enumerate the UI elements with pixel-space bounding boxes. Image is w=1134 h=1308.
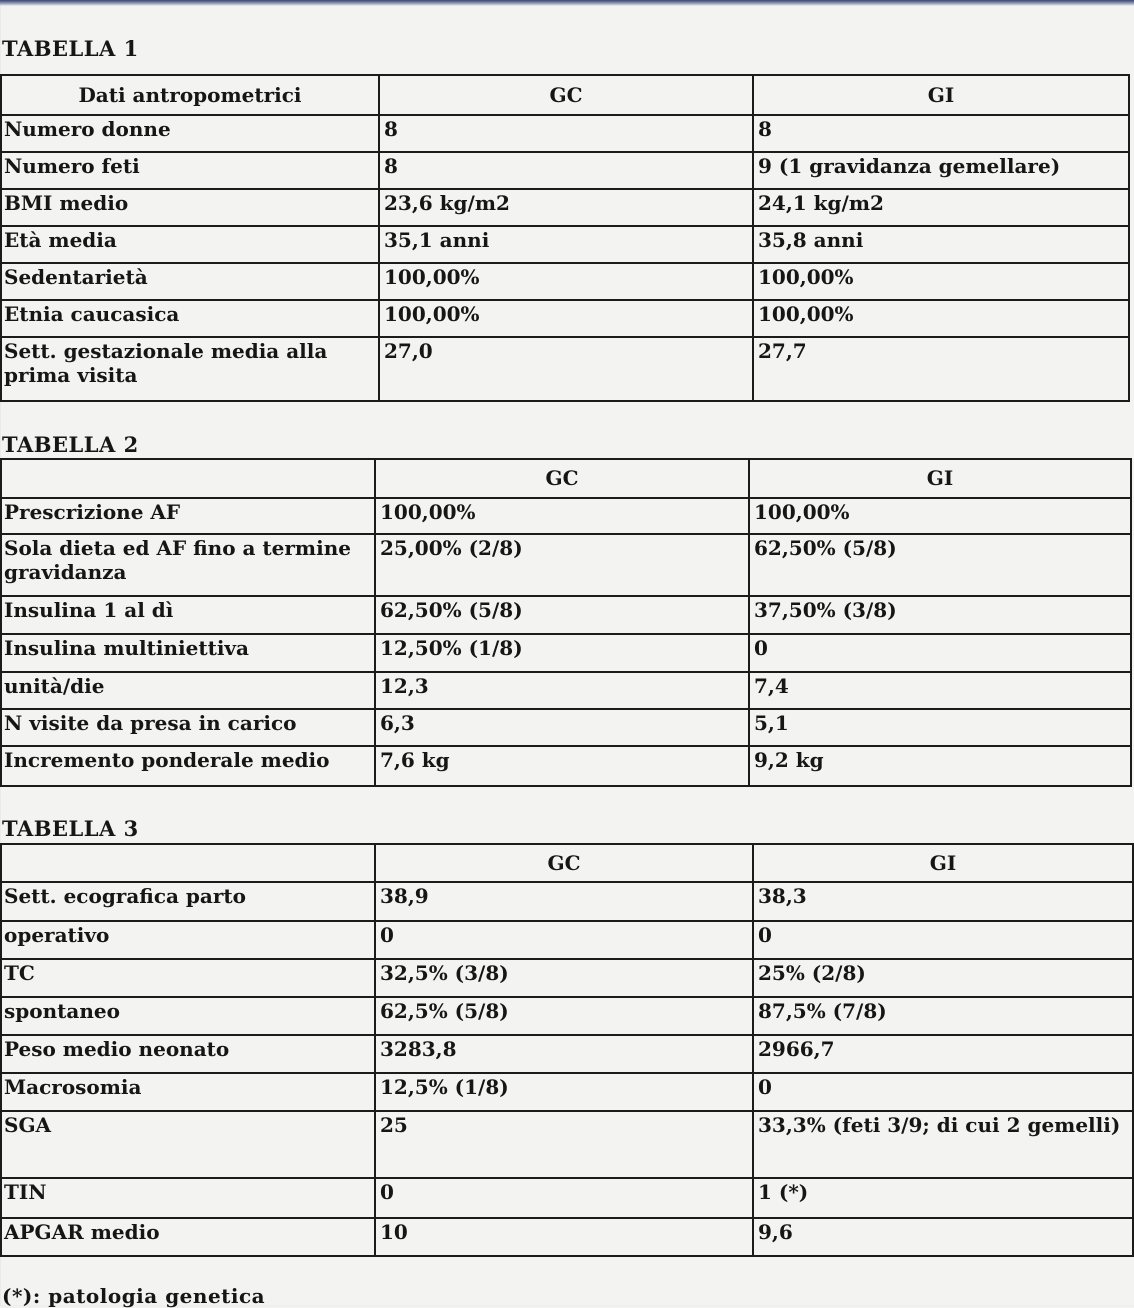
table-row [1, 1073, 1133, 1111]
row-label: Insulina multiniettiva [1, 634, 375, 672]
row-label: Insulina 1 al dì [1, 596, 375, 634]
gc-value: 0 [375, 1178, 753, 1218]
row-label: Sett. ecografica parto [1, 882, 375, 921]
table2-header-row [1, 459, 1131, 498]
gc-value: 62,5% (5/8) [375, 997, 753, 1035]
gi-value: 1 (*) [753, 1178, 1133, 1218]
gc-value: 6,3 [375, 709, 749, 746]
row-label: Etnia caucasica [1, 300, 379, 337]
table-row [1, 1111, 1133, 1178]
gi-value: 100,00% [749, 498, 1131, 534]
gc-value: 10 [375, 1218, 753, 1256]
table-row [1, 997, 1133, 1035]
table2-header-label [1, 459, 375, 498]
table1 [0, 74, 1130, 402]
gc-value: 8 [379, 152, 753, 189]
gc-value: 7,6 kg [375, 746, 749, 786]
gi-value: 100,00% [753, 300, 1129, 337]
gi-value: 8 [753, 115, 1129, 152]
gc-value: 23,6 kg/m2 [379, 189, 753, 226]
table3 [0, 843, 1134, 1257]
gi-value: 9 (1 gravidanza gemellare) [753, 152, 1129, 189]
table2-title: TABELLA 2 [2, 432, 139, 457]
table-row [1, 1218, 1133, 1256]
table1-title: TABELLA 1 [2, 36, 139, 61]
gc-value: 27,0 [379, 337, 753, 401]
gi-value: 0 [753, 921, 1133, 959]
gi-value: 24,1 kg/m2 [753, 189, 1129, 226]
row-label: Prescrizione AF [1, 498, 375, 534]
table2-header-gc: GC [375, 459, 749, 498]
gc-value: 38,9 [375, 882, 753, 921]
scan-top-edge [0, 0, 1134, 6]
row-label: N visite da presa in carico [1, 709, 375, 746]
gi-value: 0 [753, 1073, 1133, 1111]
table-row [1, 634, 1131, 672]
gi-value: 38,3 [753, 882, 1133, 921]
gc-value: 32,5% (3/8) [375, 959, 753, 997]
table-row [1, 498, 1131, 534]
gi-value: 62,50% (5/8) [749, 534, 1131, 596]
table3-header-label [1, 844, 375, 882]
table-row [1, 152, 1129, 189]
gc-value: 12,50% (1/8) [375, 634, 749, 672]
gi-value: 33,3% (feti 3/9; di cui 2 gemelli) [753, 1111, 1133, 1178]
gi-value: 37,50% (3/8) [749, 596, 1131, 634]
gc-value: 3283,8 [375, 1035, 753, 1073]
row-label: Numero feti [1, 152, 379, 189]
gi-value: 9,6 [753, 1218, 1133, 1256]
gi-value: 100,00% [753, 263, 1129, 300]
row-label: Sett. gestazionale media alla prima visita [1, 337, 379, 401]
gc-value: 0 [375, 921, 753, 959]
row-label: SGA [1, 1111, 375, 1178]
table-row [1, 672, 1131, 709]
table3-header-gc: GC [375, 844, 753, 882]
gi-value: 25% (2/8) [753, 959, 1133, 997]
table-row [1, 959, 1133, 997]
table-row [1, 534, 1131, 596]
gc-value: 12,3 [375, 672, 749, 709]
gi-value: 9,2 kg [749, 746, 1131, 786]
table-row [1, 1178, 1133, 1218]
table1-header-row [1, 75, 1129, 115]
table-row [1, 746, 1131, 786]
gi-value: 2966,7 [753, 1035, 1133, 1073]
row-label: TC [1, 959, 375, 997]
row-label: operativo [1, 921, 375, 959]
gc-value: 8 [379, 115, 753, 152]
row-label: APGAR medio [1, 1218, 375, 1256]
row-label: Sedentarietà [1, 263, 379, 300]
row-label: Sola dieta ed AF fino a termine gravidanza [1, 534, 375, 596]
row-label: Peso medio neonato [1, 1035, 375, 1073]
row-label: Macrosomia [1, 1073, 375, 1111]
row-label: spontaneo [1, 997, 375, 1035]
table2 [0, 458, 1132, 787]
gc-value: 100,00% [379, 263, 753, 300]
table-row [1, 115, 1129, 152]
gc-value: 12,5% (1/8) [375, 1073, 753, 1111]
gi-value: 87,5% (7/8) [753, 997, 1133, 1035]
gi-value: 27,7 [753, 337, 1129, 401]
table-row [1, 263, 1129, 300]
gc-value: 62,50% (5/8) [375, 596, 749, 634]
gc-value: 35,1 anni [379, 226, 753, 263]
table1-header-label: Dati antropometrici [1, 75, 379, 115]
gc-value: 100,00% [379, 300, 753, 337]
table1-header-gc: GC [379, 75, 753, 115]
table1-header-gi: GI [753, 75, 1129, 115]
table-row [1, 921, 1133, 959]
row-label: TIN [1, 1178, 375, 1218]
table-row [1, 709, 1131, 746]
table-row [1, 189, 1129, 226]
table-row [1, 596, 1131, 634]
table2-header-gi: GI [749, 459, 1131, 498]
row-label: unità/die [1, 672, 375, 709]
table-row [1, 882, 1133, 921]
table-row [1, 226, 1129, 263]
table3-title: TABELLA 3 [2, 816, 139, 841]
table3-header-gi: GI [753, 844, 1133, 882]
gc-value: 100,00% [375, 498, 749, 534]
row-label: Età media [1, 226, 379, 263]
table-row [1, 300, 1129, 337]
gi-value: 5,1 [749, 709, 1131, 746]
gi-value: 0 [749, 634, 1131, 672]
table-row [1, 337, 1129, 401]
row-label: Numero donne [1, 115, 379, 152]
footnote: (*): patologia genetica [2, 1284, 266, 1308]
gc-value: 25 [375, 1111, 753, 1178]
gc-value: 25,00% (2/8) [375, 534, 749, 596]
table-row [1, 1035, 1133, 1073]
gi-value: 7,4 [749, 672, 1131, 709]
gi-value: 35,8 anni [753, 226, 1129, 263]
row-label: BMI medio [1, 189, 379, 226]
table3-header-row [1, 844, 1133, 882]
row-label: Incremento ponderale medio [1, 746, 375, 786]
